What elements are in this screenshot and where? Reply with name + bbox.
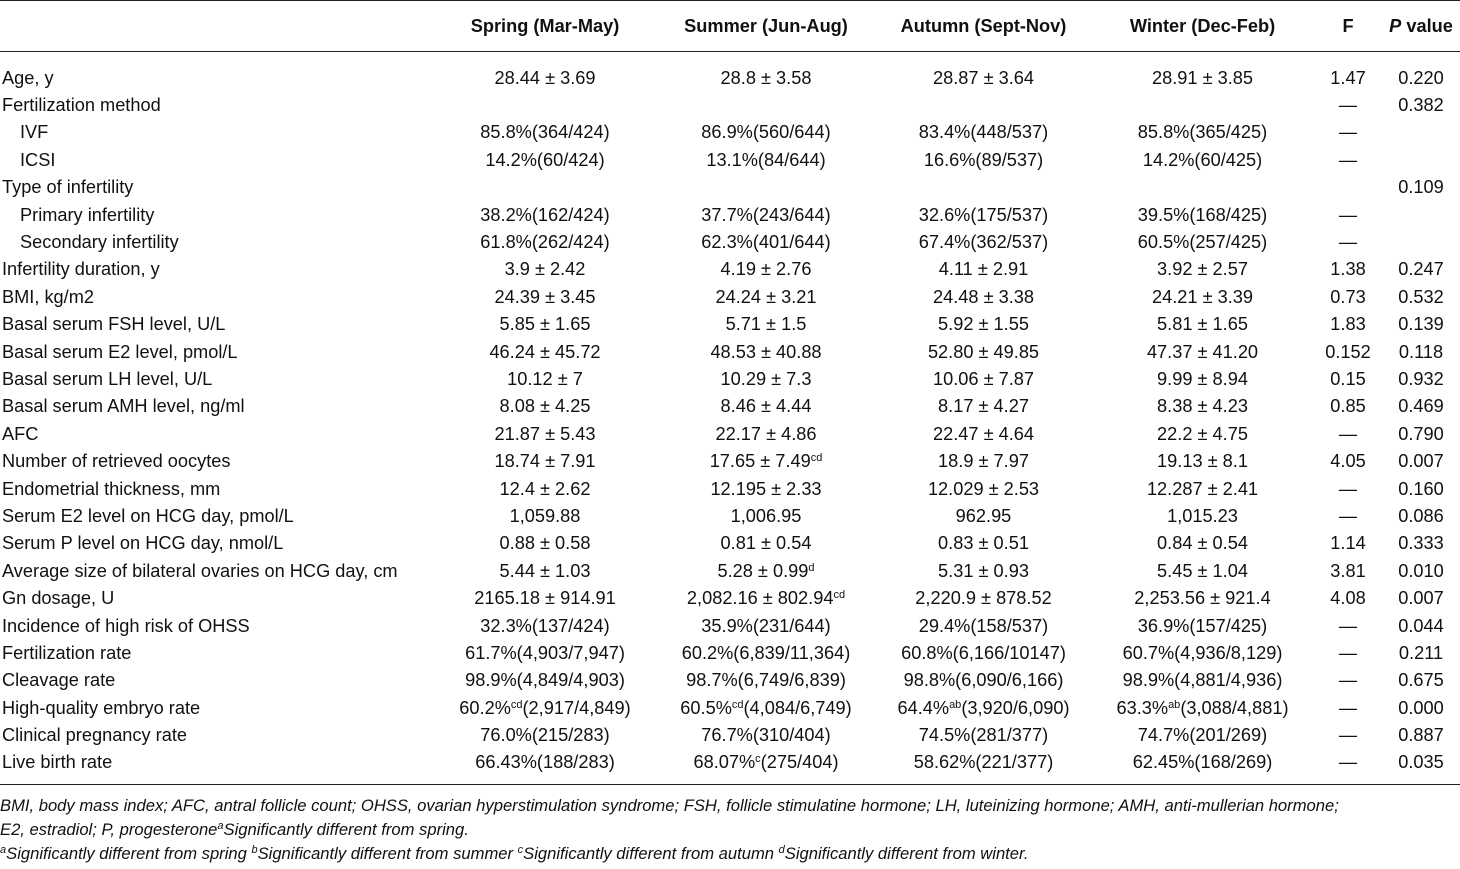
table-cell: 83.4%(448/537) [918, 122, 1049, 143]
table-cell: 22.2 ± 4.75 [1157, 423, 1248, 444]
table-cell: 2,082.16 ± 802.94$^{cd}$ [686, 588, 846, 609]
column-header: Spring (Mar-May) [470, 15, 620, 36]
table-cell: 5.71 ± 1.5 [725, 314, 807, 335]
table-cell: 37.7%(243/644) [701, 204, 831, 225]
row-label: Basal serum E2 level, pmol/L [2, 341, 238, 362]
table-cell: 1.14 [1330, 533, 1366, 554]
table-cell: 60.5%(257/425) [1137, 232, 1268, 253]
table-cell: 32.6%(175/537) [918, 204, 1049, 225]
table-cell: 14.2%(60/425) [1142, 149, 1263, 170]
table-row [0, 283, 1460, 310]
table-cell: 0.532 [1398, 286, 1444, 307]
table-cell: 0.160 [1398, 478, 1444, 499]
table-cell: 14.2%(60/424) [485, 149, 605, 170]
table-cell: 17.65 ± 7.49$^{cd}$ [709, 451, 823, 472]
table-cell: 0.84 ± 0.54 [1157, 533, 1248, 554]
table-row [0, 557, 1460, 584]
footnote-text: Significantly different from summer [257, 844, 518, 863]
table-cell: 64.4%$^{ab}$(3,920/6,090) [897, 697, 1070, 718]
table-cell: 28.87 ± 3.64 [933, 67, 1034, 88]
table-cell: 5.45 ± 1.04 [1157, 560, 1248, 581]
table-cell: — [1338, 697, 1358, 718]
table-row [0, 119, 1460, 146]
table-cell: 0.88 ± 0.58 [499, 533, 591, 554]
table-cell: 0.086 [1398, 505, 1444, 526]
table-row [0, 174, 1460, 201]
table-cell: 98.8%(6,090/6,166) [903, 670, 1064, 691]
table-cell: 5.31 ± 0.93 [938, 560, 1029, 581]
table-cell [1382, 201, 1460, 228]
table-cell: — [1338, 478, 1358, 499]
row-label: Type of infertility [2, 177, 134, 198]
table-cell: — [1338, 615, 1358, 636]
table-cell: 1,006.95 [730, 505, 802, 526]
row-label: Serum P level on HCG day, nmol/L [2, 533, 284, 554]
table-cell: 9.99 ± 8.94 [1157, 368, 1248, 389]
table-cell: 962.95 [955, 505, 1012, 526]
table-cell: 61.8%(262/424) [480, 232, 610, 253]
table-cell: 0.382 [1398, 95, 1444, 116]
significance-mark: cd [833, 589, 846, 602]
column-header: Summer (Jun-Aug) [684, 15, 848, 36]
table-cell: 0.85 [1330, 396, 1366, 417]
table-cell: 1.83 [1330, 314, 1366, 335]
table-row [0, 228, 1460, 255]
row-label: High-quality embryo rate [2, 697, 201, 718]
table-cell [1382, 228, 1460, 255]
table-cell [656, 174, 876, 201]
significance-mark: ab [1168, 698, 1181, 711]
row-label: Basal serum LH level, U/L [2, 368, 213, 389]
row-label: ICSI [20, 149, 56, 170]
table-cell: 28.91 ± 3.85 [1152, 67, 1253, 88]
table-cell: 29.4%(158/537) [918, 615, 1049, 636]
table-cell: 8.08 ± 4.25 [499, 396, 591, 417]
footnote-sup: a [217, 820, 224, 832]
table-cell: 0.010 [1398, 560, 1444, 581]
row-label: Number of retrieved oocytes [2, 451, 231, 472]
table-cell [1382, 146, 1460, 173]
table-row [0, 420, 1460, 447]
table-cell: 8.46 ± 4.44 [720, 396, 812, 417]
table-cell [1314, 174, 1382, 201]
row-label: Fertilization method [2, 95, 161, 116]
table-footnote [0, 794, 1458, 866]
table-cell: 85.8%(364/424) [480, 122, 610, 143]
table-cell: — [1338, 232, 1358, 253]
table-cell: 22.47 ± 4.64 [933, 423, 1034, 444]
table-cell: 3.9 ± 2.42 [504, 259, 586, 280]
table-cell: — [1338, 505, 1358, 526]
row-label: Fertilization rate [2, 642, 132, 663]
row-label: Primary infertility [20, 204, 155, 225]
table-cell: 28.8 ± 3.58 [720, 67, 812, 88]
table-cell: — [1338, 95, 1358, 116]
footnote-text: Significantly different from spring [6, 844, 252, 863]
table-cell: 76.0%(215/283) [480, 725, 610, 746]
table-cell: 18.74 ± 7.91 [494, 451, 596, 472]
table-row [0, 393, 1460, 420]
row-label: Gn dosage, U [2, 588, 115, 609]
footnote-sup: d [778, 844, 785, 856]
table-row [0, 201, 1460, 228]
table-cell: 5.92 ± 1.55 [938, 314, 1029, 335]
significance-mark: cd [510, 698, 523, 711]
table-cell: 12.195 ± 2.33 [710, 478, 822, 499]
table-row [0, 530, 1460, 557]
table-cell: 58.62%(221/377) [913, 752, 1054, 773]
table-cell: 24.21 ± 3.39 [1152, 286, 1253, 307]
table-cell: 10.06 ± 7.87 [933, 368, 1034, 389]
table-cell: 0.152 [1325, 341, 1371, 362]
table-cell [1382, 119, 1460, 146]
footnote-text: Significantly different from autumn [523, 844, 779, 863]
footnote-sup: a [0, 844, 7, 856]
row-label: Clinical pregnancy rate [2, 725, 188, 746]
table-cell: — [1338, 204, 1358, 225]
row-label: AFC [2, 423, 39, 444]
table-cell: 60.5%$^{cd}$(4,084/6,749) [680, 697, 852, 718]
significance-mark: ab [949, 698, 962, 711]
table-cell: 0.044 [1398, 615, 1444, 636]
table-cell: 66.43%(188/283) [475, 752, 615, 773]
row-label: Infertility duration, y [2, 259, 160, 280]
table-row [0, 91, 1460, 118]
table-cell: 47.37 ± 41.20 [1146, 341, 1259, 362]
table-cell: 63.3%$^{ab}$(3,088/4,881) [1116, 697, 1289, 718]
table-cell [1091, 174, 1314, 201]
table-cell: 0.675 [1398, 670, 1444, 691]
table-cell: 0.000 [1398, 697, 1444, 718]
table-cell: 76.7%(310/404) [701, 725, 831, 746]
table-cell: 0.15 [1330, 368, 1366, 389]
table-cell: 24.39 ± 3.45 [494, 286, 596, 307]
row-label: Cleavage rate [2, 670, 116, 691]
table-row [0, 146, 1460, 173]
footnote-line-1 [0, 794, 1458, 818]
table-row [0, 749, 1460, 785]
table-row [0, 311, 1460, 338]
table-cell: 0.333 [1398, 533, 1444, 554]
footnote-line-2 [0, 818, 1458, 842]
table-cell: 0.139 [1398, 314, 1444, 335]
table-cell: 12.287 ± 2.41 [1146, 478, 1259, 499]
row-label: Incidence of high risk of OHSS [2, 615, 250, 636]
table-cell [656, 91, 876, 118]
table-body [0, 52, 1460, 785]
table-cell [876, 91, 1091, 118]
table-row [0, 365, 1460, 392]
table-cell: 24.48 ± 3.38 [933, 286, 1034, 307]
column-header: Autumn (Sept-Nov) [900, 15, 1067, 36]
table-cell: 8.17 ± 4.27 [938, 396, 1029, 417]
table-cell: 0.887 [1398, 725, 1444, 746]
footnote-abbrev-1: BMI, body mass index; AFC, antral follicle count; OHSS, ovarian hyperstimulation syndrome; FSH, follicle stimulatine hormone; LH, luteinizing hormone; AMH, anti-mullerian hormone; [0, 796, 1339, 815]
table-cell: 10.29 ± 7.3 [720, 368, 812, 389]
table-cell: 5.44 ± 1.03 [499, 560, 591, 581]
significance-mark: cd [810, 452, 823, 465]
column-header [0, 1, 434, 52]
table-row [0, 447, 1460, 474]
table-cell: 0.211 [1398, 642, 1444, 663]
table-row [0, 721, 1460, 748]
table-cell: 5.81 ± 1.65 [1157, 314, 1248, 335]
table-row [0, 475, 1460, 502]
footnote-sup: b [251, 844, 258, 856]
table-cell: 12.029 ± 2.53 [927, 478, 1040, 499]
table-cell: 35.9%(231/644) [701, 615, 831, 636]
table-cell: 10.12 ± 7 [507, 368, 583, 389]
table-cell: 22.17 ± 4.86 [715, 423, 817, 444]
table-cell: 2,220.9 ± 878.52 [915, 588, 1052, 609]
table-cell: 74.7%(201/269) [1137, 725, 1268, 746]
row-label: Basal serum FSH level, U/L [2, 314, 226, 335]
header-row [0, 1, 1460, 52]
footnote-tail: Significantly different from spring. [223, 820, 469, 839]
table-cell: 60.2%$^{cd}$(2,917/4,849) [459, 697, 631, 718]
table-cell: 98.9%(4,849/4,903) [465, 670, 625, 691]
table-cell: 62.3%(401/644) [701, 232, 831, 253]
table-cell: 12.4 ± 2.62 [499, 478, 591, 499]
table-cell: — [1338, 725, 1358, 746]
table-cell: 36.9%(157/425) [1137, 615, 1268, 636]
row-label: BMI, kg/m2 [2, 286, 94, 307]
table-cell: 0.247 [1398, 259, 1444, 280]
table-cell: 60.8%(6,166/10147) [901, 642, 1066, 663]
table-cell: 5.28 ± 0.99$^d$ [717, 560, 815, 581]
column-header: P value [1389, 15, 1453, 36]
table-cell: 39.5%(168/425) [1137, 204, 1268, 225]
table-cell: 38.2%(162/424) [480, 204, 610, 225]
table-cell: — [1338, 670, 1358, 691]
table-cell: 8.38 ± 4.23 [1157, 396, 1248, 417]
table-row [0, 502, 1460, 529]
table-cell: 32.3%(137/424) [480, 615, 610, 636]
footnote-sup: c [517, 844, 524, 856]
table-row [0, 338, 1460, 365]
footnote-abbrev-2: E2, estradiol; P, progesterone [0, 820, 218, 839]
table-cell: 3.81 [1330, 560, 1366, 581]
table-cell: 60.2%(6,839/11,364) [681, 642, 851, 663]
table-row [0, 639, 1460, 666]
significance-mark: cd [731, 698, 744, 711]
table-cell: 3.92 ± 2.57 [1157, 259, 1248, 280]
table-cell: 2,253.56 ± 921.4 [1134, 588, 1271, 609]
column-header-italic: P [1389, 15, 1402, 36]
table-cell: 52.80 ± 49.85 [927, 341, 1040, 362]
table-cell: — [1338, 149, 1358, 170]
table-cell: 86.9%(560/644) [701, 122, 831, 143]
table-cell: 4.05 [1330, 451, 1366, 472]
table-cell: 60.7%(4,936/8,129) [1122, 642, 1283, 663]
row-label: Endometrial thickness, mm [2, 478, 221, 499]
table-cell: 98.7%(6,749/6,839) [686, 670, 846, 691]
table-cell: 28.44 ± 3.69 [494, 67, 596, 88]
table-cell: 0.035 [1398, 752, 1444, 773]
table-cell [1091, 91, 1314, 118]
table-row [0, 584, 1460, 611]
table-cell: 74.5%(281/377) [918, 725, 1049, 746]
table-cell: 0.220 [1398, 67, 1444, 88]
table-cell: 1.38 [1330, 259, 1366, 280]
table-cell: 2165.18 ± 914.91 [474, 588, 616, 609]
table-cell: 4.08 [1330, 588, 1366, 609]
table-cell: 0.109 [1398, 177, 1444, 198]
table-cell: 98.9%(4,881/4,936) [1122, 670, 1283, 691]
table-row [0, 694, 1460, 721]
table-cell: 0.83 ± 0.51 [938, 533, 1029, 554]
significance-mark: d [808, 561, 815, 574]
table-cell: 4.19 ± 2.76 [720, 259, 812, 280]
table-row [0, 667, 1460, 694]
row-label: Live birth rate [2, 752, 113, 773]
table-cell: 18.9 ± 7.97 [938, 451, 1029, 472]
table-cell: 62.45%(168/269) [1132, 752, 1273, 773]
table-cell: 5.85 ± 1.65 [499, 314, 591, 335]
row-label: IVF [20, 122, 49, 143]
table-cell: 67.4%(362/537) [918, 232, 1049, 253]
table-cell: 0.118 [1398, 341, 1444, 362]
column-header: F [1342, 15, 1354, 36]
footnote-text: Significantly different from winter. [784, 844, 1029, 863]
row-label: Serum E2 level on HCG day, pmol/L [2, 505, 294, 526]
table-cell: 0.81 ± 0.54 [720, 533, 812, 554]
row-label: Age, y [2, 67, 54, 88]
table-row [0, 612, 1460, 639]
table-cell: 19.13 ± 8.1 [1157, 451, 1248, 472]
table-cell: 0.932 [1398, 368, 1444, 389]
column-header: Winter (Dec-Feb) [1129, 15, 1276, 36]
table-cell: 85.8%(365/425) [1137, 122, 1268, 143]
table-row [0, 256, 1460, 283]
table-cell: — [1338, 423, 1358, 444]
table-cell: 0.007 [1398, 588, 1444, 609]
table-cell: 46.24 ± 45.72 [489, 341, 601, 362]
table-cell: 48.53 ± 40.88 [710, 341, 822, 362]
table-cell [434, 174, 656, 201]
table-cell: 1,059.88 [509, 505, 581, 526]
table-cell: 16.6%(89/537) [923, 149, 1044, 170]
table-cell: 4.11 ± 2.91 [938, 259, 1029, 280]
table-cell: 0.790 [1398, 423, 1444, 444]
table-cell: — [1338, 122, 1358, 143]
table-cell: 13.1%(84/644) [706, 149, 826, 170]
table-cell: 0.007 [1398, 451, 1444, 472]
footnote-line-3 [0, 842, 1458, 866]
table-cell: — [1338, 642, 1358, 663]
table-row [0, 52, 1460, 92]
table-cell: 61.7%(4,903/7,947) [465, 642, 625, 663]
table-cell: 1,015.23 [1167, 505, 1238, 526]
table-cell: 0.469 [1398, 396, 1444, 417]
significance-mark: c [755, 753, 761, 766]
table-cell: 24.24 ± 3.21 [715, 286, 817, 307]
table-cell: 21.87 ± 5.43 [494, 423, 596, 444]
table-cell: 0.73 [1330, 286, 1366, 307]
row-label: Basal serum AMH level, ng/ml [2, 396, 245, 417]
table-cell: 68.07%$^c$(275/404) [693, 752, 839, 773]
table-cell: — [1338, 752, 1358, 773]
row-label: Secondary infertility [20, 232, 179, 253]
row-label: Average size of bilateral ovaries on HCG day, cm [2, 560, 398, 581]
table-cell [434, 91, 656, 118]
table-cell [876, 174, 1091, 201]
table-cell: 1.47 [1330, 67, 1366, 88]
